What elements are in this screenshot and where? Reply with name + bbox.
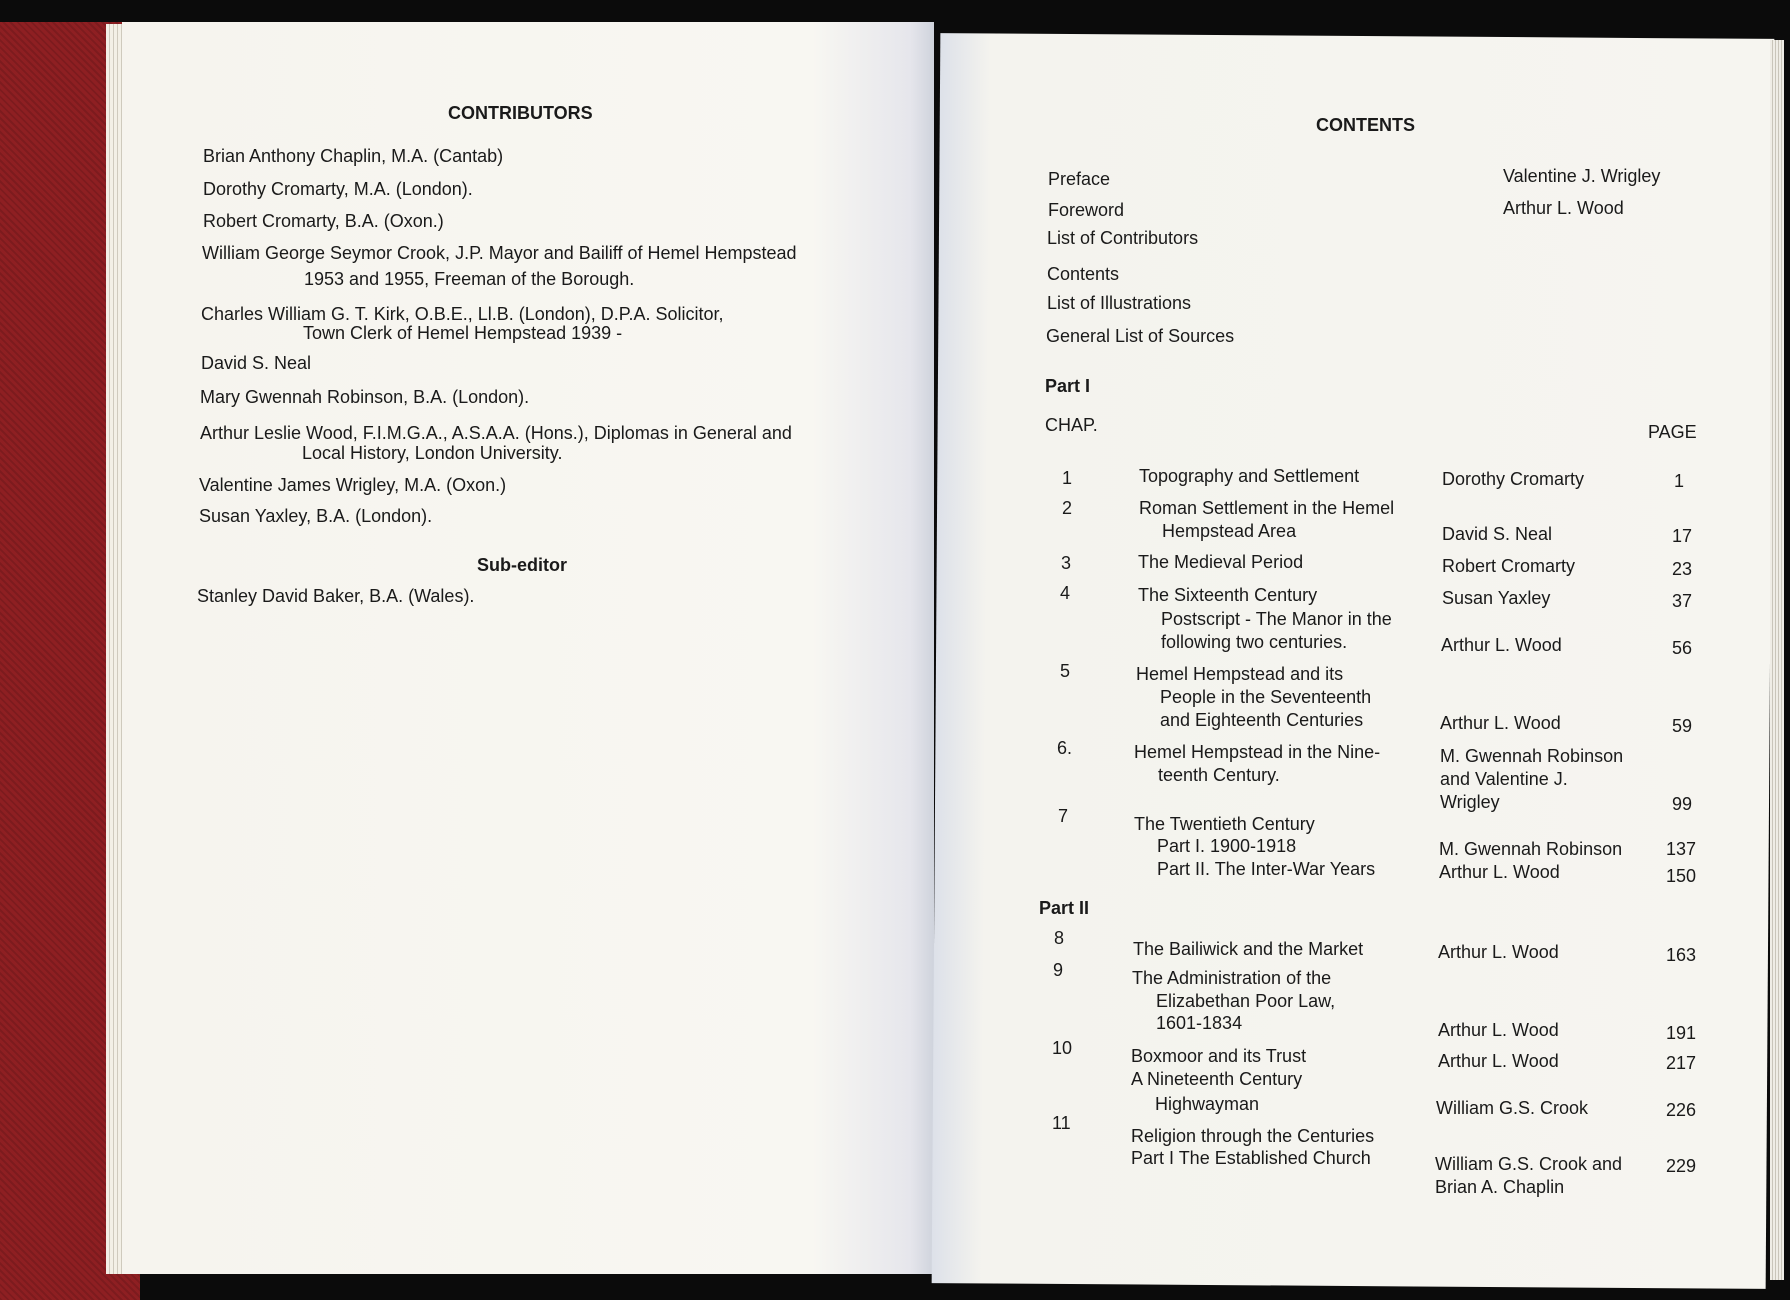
chapter-subtitle-continued: Highwayman [1155,1094,1260,1114]
chapter-author: M. Gwennah Robinson [1440,746,1624,766]
contents-title: CONTENTS [1316,115,1415,135]
chapter-number: 11 [1052,1113,1071,1133]
contributor-entry-continued: 1953 and 1955, Freeman of the Borough. [304,269,635,289]
chapter-title: Religion through the Centuries [1131,1126,1375,1146]
contributor-entry: Charles William G. T. Kirk, O.B.E., Ll.B. (London), D.P.A. Solicitor, [201,304,724,324]
contributor-entry-continued: Town Clerk of Hemel Hempstead 1939 - [303,323,623,343]
chapter-title: The Twentieth Century [1134,814,1315,834]
chapter-subtitle: Part I. 1900-1918 [1157,836,1297,856]
chapter-page: 1 [1673,471,1684,491]
page-stack-right [1770,40,1784,1280]
chapter-title: The Sixteenth Century [1138,585,1318,605]
chapter-author: Arthur L. Wood [1438,1051,1559,1071]
chapter-page: 37 [1671,591,1692,611]
chapter-author: Susan Yaxley [1442,588,1551,608]
chapter-title: Topography and Settlement [1139,466,1360,486]
chapter-author: Arthur L. Wood [1440,713,1561,733]
chapter-author: Dorothy Cromarty [1442,469,1585,489]
chapter-number: 3 [1061,553,1072,573]
chapter-page: 56 [1671,638,1692,658]
chapter-author: Arthur L. Wood [1439,862,1560,882]
contributor-entry: Dorothy Cromarty, M.A. (London). [203,179,473,199]
chapter-subtitle: Part II. The Inter-War Years [1157,859,1376,879]
front-matter-preface: Preface [1048,169,1111,189]
part-one-label: Part I [1045,376,1091,396]
sub-editor-heading: Sub-editor [477,555,567,575]
chapter-author: Robert Cromarty [1442,556,1576,576]
chapter-title-continued: People in the Seventeenth [1160,687,1372,707]
chapter-page: 59 [1671,716,1692,736]
front-matter-sources: General List of Sources [1046,326,1235,346]
chapter-number: 1 [1062,468,1073,488]
chapter-page: 229 [1665,1156,1696,1176]
front-matter-foreword-author: Arthur L. Wood [1503,198,1624,218]
contributor-entry-continued: Local History, London University. [302,443,563,463]
chapter-title-continued: Hempstead Area [1162,521,1297,541]
chapter-page: 23 [1671,559,1692,579]
chapter-author: Arthur L. Wood [1438,942,1559,962]
chapter-page: 163 [1665,945,1696,965]
front-matter-foreword: Foreword [1048,200,1125,220]
chapter-title: Hemel Hempstead in the Nine- [1134,742,1381,762]
contributor-entry: William George Seymor Crook, J.P. Mayor and Bailiff of Hemel Hempstead [202,243,797,263]
chapter-title: The Medieval Period [1138,552,1304,572]
chapter-author-continued: Brian A. Chaplin [1435,1177,1565,1197]
chapter-author: William G.S. Crook and [1435,1154,1623,1174]
chapter-number: 10 [1052,1038,1073,1058]
contributor-entry: Brian Anthony Chaplin, M.A. (Cantab) [203,146,504,166]
chapter-title: Roman Settlement in the Hemel [1139,498,1395,518]
chapter-number: 6. [1057,738,1073,758]
sub-editor-name: Stanley David Baker, B.A. (Wales). [197,586,475,606]
contributors-title: CONTRIBUTORS [448,103,593,123]
chapter-page: 99 [1671,794,1692,814]
chapter-title: The Administration of the [1132,968,1332,988]
front-matter-contributors: List of Contributors [1047,228,1199,248]
chapter-page: 226 [1665,1100,1696,1120]
chapter-author: Arthur L. Wood [1438,1020,1559,1040]
front-matter-preface-author: Valentine J. Wrigley [1503,166,1661,186]
chapter-title-continued: 1601-1834 [1156,1013,1243,1033]
page-column-header: PAGE [1648,422,1697,442]
chapter-title-continued: Elizabethan Poor Law, [1156,991,1336,1011]
chapter-author: Arthur L. Wood [1441,635,1562,655]
chapter-page: 150 [1665,866,1696,886]
chapter-author: David S. Neal [1442,524,1553,544]
chapter-number: 5 [1060,661,1071,681]
chapter-title-continued: Part I The Established Church [1131,1148,1371,1168]
chapter-subtitle: Postscript - The Manor in the [1161,609,1392,629]
chapter-page: 217 [1665,1053,1696,1073]
chap-column-header: CHAP. [1045,415,1098,435]
chapter-page: 17 [1671,526,1692,546]
chapter-page: 137 [1665,839,1696,859]
chapter-number: 7 [1058,806,1069,826]
contributor-entry: Arthur Leslie Wood, F.I.M.G.A., A.S.A.A. (Hons.), Diplomas in General and [200,423,792,443]
chapter-title-continued: teenth Century. [1158,765,1280,785]
contributor-entry: Valentine James Wrigley, M.A. (Oxon.) [199,475,507,495]
chapter-author: William G.S. Crook [1436,1098,1589,1118]
contributor-entry: David S. Neal [201,353,312,373]
chapter-number: 8 [1054,928,1065,948]
chapter-page: 191 [1665,1023,1696,1043]
chapter-title: Boxmoor and its Trust [1131,1046,1307,1066]
chapter-subtitle: A Nineteenth Century [1131,1069,1303,1089]
front-matter-contents: Contents [1047,264,1120,284]
chapter-title: Hemel Hempstead and its [1136,664,1344,684]
contributor-entry: Robert Cromarty, B.A. (Oxon.) [203,211,444,231]
chapter-subtitle-continued: following two centuries. [1161,632,1348,652]
chapter-number: 4 [1060,583,1071,603]
chapter-number: 2 [1062,498,1073,518]
chapter-title-continued: and Eighteenth Centuries [1160,710,1364,730]
part-two-label: Part II [1039,898,1090,918]
chapter-author-continued: and Valentine J. [1440,769,1568,789]
contributor-entry: Susan Yaxley, B.A. (London). [199,506,433,526]
front-matter-illustrations: List of Illustrations [1047,293,1192,313]
chapter-number: 9 [1053,960,1064,980]
chapter-author-continued: Wrigley [1440,792,1500,812]
chapter-title: The Bailiwick and the Market [1133,939,1364,959]
chapter-author: M. Gwennah Robinson [1439,839,1623,859]
contributor-entry: Mary Gwennah Robinson, B.A. (London). [200,387,530,407]
